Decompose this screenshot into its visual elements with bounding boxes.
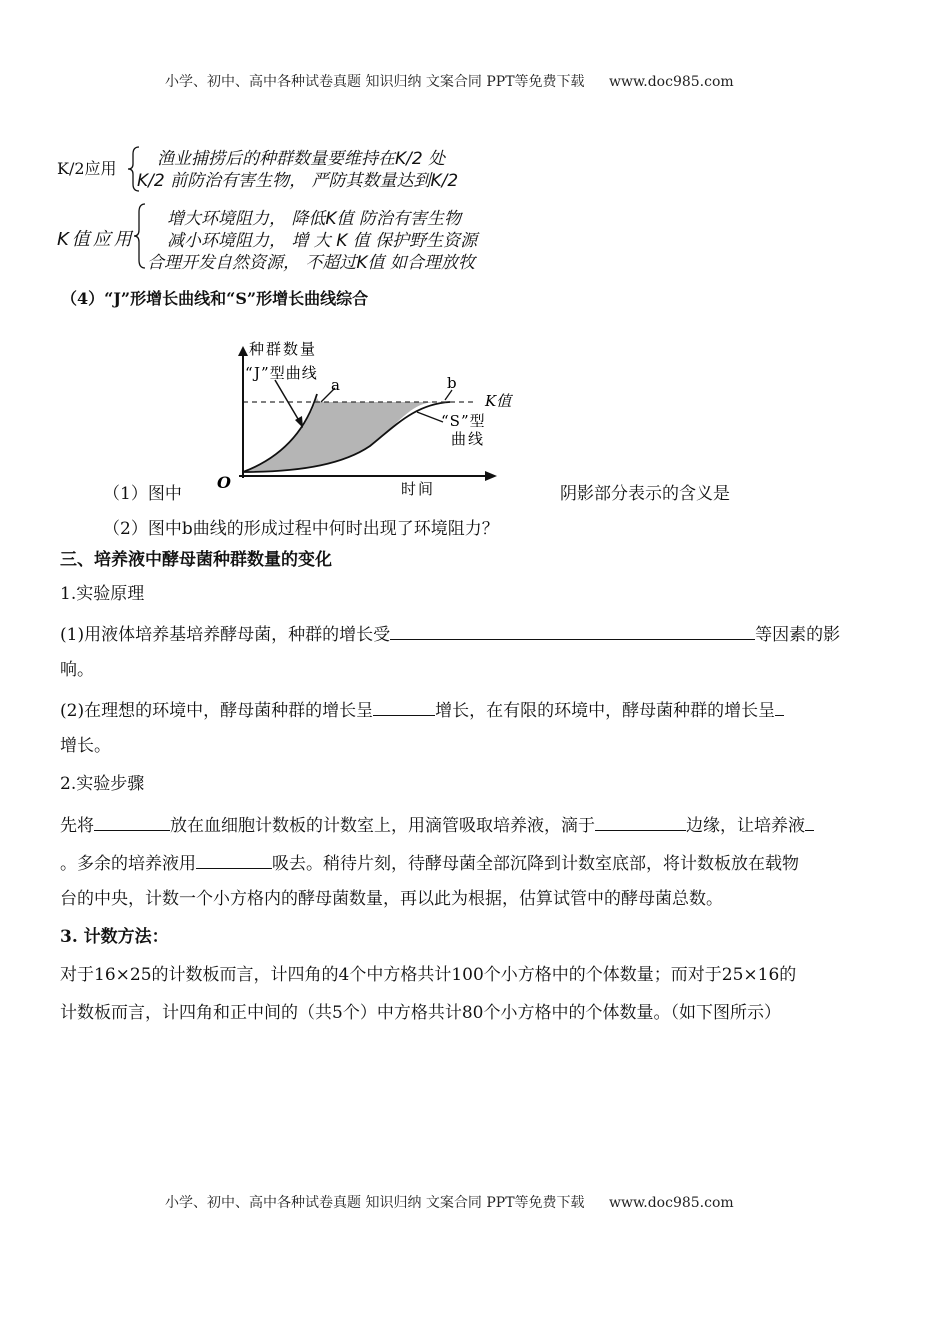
- k2-item-2: K/2 前防治有害生物， 严防其数量达到K/2: [137, 171, 459, 191]
- counting-line-2: 计数板而言，计四角和正中间的（共5个）中方格共计80个小方格中的个体数量。（如下图所示）: [60, 1003, 781, 1023]
- kvalue-item-1: 增大环境阻力， 降低K值 防治有害生物: [167, 209, 461, 229]
- section3-title: 三、培养液中酵母菌种群数量的变化: [60, 550, 332, 570]
- x-axis-label: 时间: [401, 480, 436, 498]
- page-header: [165, 71, 734, 91]
- principle-p1-c: 响。: [60, 660, 94, 680]
- kvalue-item-2: 减小环境阻力， 增 大 K 值 保护野生资源: [167, 231, 478, 251]
- blank-3[interactable]: [775, 697, 784, 716]
- s-curve-label-2: 曲线: [451, 430, 486, 448]
- steps-s2-b: 吸去。稍待片刻，待酵母菌全部沉降到计数室底部，将计数板放在载物: [272, 854, 799, 874]
- principle-p2: [60, 697, 784, 722]
- j-curve-label: “J”型曲线: [245, 364, 318, 382]
- k2-item-1: 渔业捕捞后的种群数量要维持在K/2 处: [157, 149, 446, 169]
- blank-1[interactable]: [390, 621, 755, 640]
- s-curve-label-1: “S”型: [441, 412, 486, 430]
- blank-4[interactable]: [94, 812, 170, 831]
- steps-heading: 2.实验步骤: [60, 774, 145, 794]
- kvalue-label: K值应用: [57, 229, 135, 250]
- steps-s1-b: 放在血细胞计数板的计数室上，用滴管吸取培养液，滴于: [170, 816, 595, 836]
- blank-2[interactable]: [373, 697, 435, 716]
- steps-line-3: 台的中央，计数一个小方格内的酵母菌数量，再以此为根据，估算试管中的酵母菌总数。: [60, 889, 723, 909]
- steps-line-1: [60, 812, 814, 837]
- steps-s1-c: 边缘，让培养液: [686, 816, 805, 836]
- k-value-label: K值: [485, 392, 512, 410]
- y-axis-arrow: [238, 346, 248, 356]
- principle-heading: 1.实验原理: [60, 584, 145, 604]
- a-label: a: [331, 376, 340, 394]
- j-s-curve-figure: [205, 338, 550, 498]
- principle-p1-a: (1)用液体培养基培养酵母菌，种群的增长受: [60, 625, 391, 645]
- j-pointer-arrow: [295, 416, 303, 428]
- footer-url: www.doc985.com: [608, 1195, 734, 1211]
- principle-p1: [60, 621, 840, 646]
- kvalue-item-3: 合理开发自然资源， 不超过K值 如合理放牧: [147, 253, 475, 273]
- header-url: www.doc985.com: [608, 74, 734, 90]
- counting-line-1: 对于16×25的计数板而言，计四角的4个中方格共计100个小方格中的个体数量；而对于25×16的: [60, 965, 797, 985]
- origin-label: O: [217, 473, 231, 492]
- b-label: b: [447, 374, 457, 392]
- s-pointer: [417, 412, 443, 422]
- k2-label: K/2应用: [57, 159, 117, 178]
- principle-p2-a: (2)在理想的环境中，酵母菌种群的增长呈: [60, 701, 374, 721]
- section4-title: （4）“J”形增长曲线和“S”形增长曲线综合: [61, 289, 369, 308]
- steps-s2-a: 。多余的培养液用: [60, 854, 196, 874]
- blank-7[interactable]: [196, 850, 272, 869]
- question-1-left: （1）图中: [103, 484, 182, 504]
- y-axis-label: 种群数量: [249, 340, 318, 358]
- blank-5[interactable]: [595, 812, 686, 831]
- principle-p2-c: 增长。: [60, 736, 111, 756]
- blank-6[interactable]: [805, 812, 814, 831]
- x-axis-arrow: [485, 471, 497, 481]
- question-1-right: 阴影部分表示的含义是: [560, 484, 730, 504]
- principle-p2-b: 增长，在有限的环境中，酵母菌种群的增长呈: [435, 701, 776, 721]
- header-text: 小学、初中、高中各种试卷真题 知识归纳 文案合同 PPT等免费下载: [165, 74, 585, 90]
- counting-heading: 3. 计数方法：: [60, 927, 169, 947]
- steps-line-2: [60, 850, 799, 875]
- question-2: （2）图中b曲线的形成过程中何时出现了环境阻力？: [103, 519, 499, 539]
- principle-p1-b: 等因素的影: [755, 625, 841, 645]
- page-footer: [165, 1192, 734, 1212]
- footer-text: 小学、初中、高中各种试卷真题 知识归纳 文案合同 PPT等免费下载: [165, 1195, 585, 1211]
- kvalue-brace: [133, 203, 147, 269]
- steps-s1-a: 先将: [60, 816, 94, 836]
